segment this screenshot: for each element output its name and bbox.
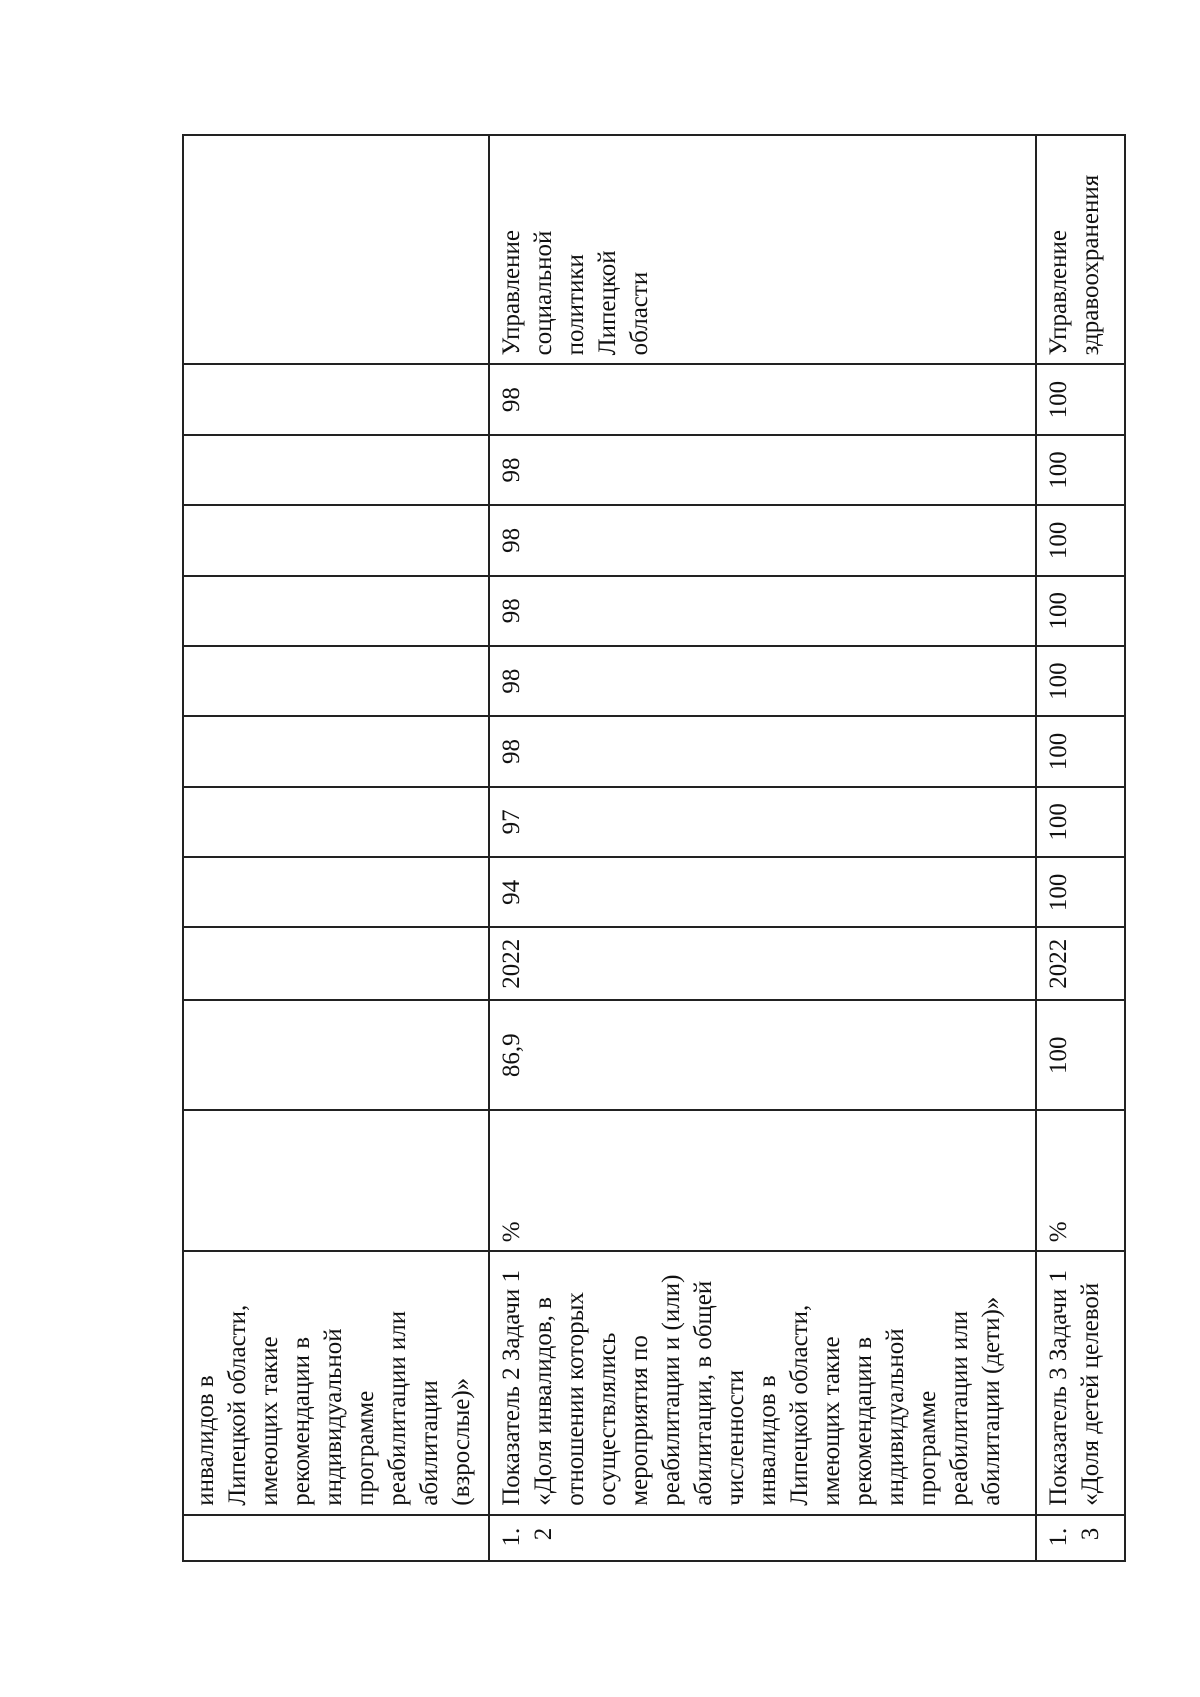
value-cell: 100 xyxy=(1036,505,1125,575)
base-value-cell xyxy=(183,1000,489,1111)
responsible-cell: Управление социальной политики Липецкой области xyxy=(489,135,1036,364)
value-cell xyxy=(183,857,489,927)
value-cell: 98 xyxy=(489,505,1036,575)
value-cell xyxy=(183,576,489,646)
value-cell: 98 xyxy=(489,716,1036,786)
value-cell: 98 xyxy=(489,646,1036,716)
responsible-cell xyxy=(183,135,489,364)
indicator-cell: инвалидов в Липецкой области, имеющих такие рекомендации в индивидуальной программе реабилитации или абилитации (взрослые)» xyxy=(183,1251,489,1514)
unit-cell: % xyxy=(1036,1111,1125,1252)
table-row xyxy=(489,135,1036,1561)
unit-cell: % xyxy=(489,1111,1036,1252)
row-number xyxy=(183,1515,489,1561)
value-cell: 100 xyxy=(1036,576,1125,646)
value-cell: 100 xyxy=(1036,716,1125,786)
value-cell xyxy=(183,716,489,786)
value-cell: 98 xyxy=(489,435,1036,505)
row-number: 1.2 xyxy=(489,1515,1036,1561)
value-cell xyxy=(183,364,489,434)
value-cell: 100 xyxy=(1036,646,1125,716)
value-cell: 98 xyxy=(489,364,1036,434)
base-year-cell xyxy=(183,928,489,1000)
indicator-cell: Показатель 3 Задачи 1 «Доля детей целевой xyxy=(1036,1251,1125,1514)
value-cell: 100 xyxy=(1036,857,1125,927)
value-cell xyxy=(183,505,489,575)
value-cell xyxy=(183,435,489,505)
value-cell: 94 xyxy=(489,857,1036,927)
value-cell: 98 xyxy=(489,576,1036,646)
value-cell xyxy=(183,787,489,857)
value-cell: 97 xyxy=(489,787,1036,857)
value-cell: 100 xyxy=(1036,364,1125,434)
indicator-cell: Показатель 2 Задачи 1 «Доля инвалидов, в отношении которых осуществлялись мероприятия по реабилитации и (или) абилитации, в общей численности инвалидов в Липецкой области, имеющих такие рекомендации в индивидуальной программе реабилитации или абилитации (дети)» xyxy=(489,1251,1036,1514)
base-year-cell: 2022 xyxy=(1036,928,1125,1000)
indicators-table xyxy=(182,134,1126,1562)
base-value-cell: 100 xyxy=(1036,1000,1125,1111)
value-cell xyxy=(183,646,489,716)
responsible-cell: Управление здравоохранения xyxy=(1036,135,1125,364)
base-year-cell: 2022 xyxy=(489,928,1036,1000)
table-row xyxy=(183,135,489,1561)
table-row xyxy=(1036,135,1125,1561)
row-number: 1.3 xyxy=(1036,1515,1125,1561)
base-value-cell: 86,9 xyxy=(489,1000,1036,1111)
value-cell: 100 xyxy=(1036,435,1125,505)
rotated-table-wrapper xyxy=(182,134,1126,1562)
value-cell: 100 xyxy=(1036,787,1125,857)
unit-cell xyxy=(183,1111,489,1252)
